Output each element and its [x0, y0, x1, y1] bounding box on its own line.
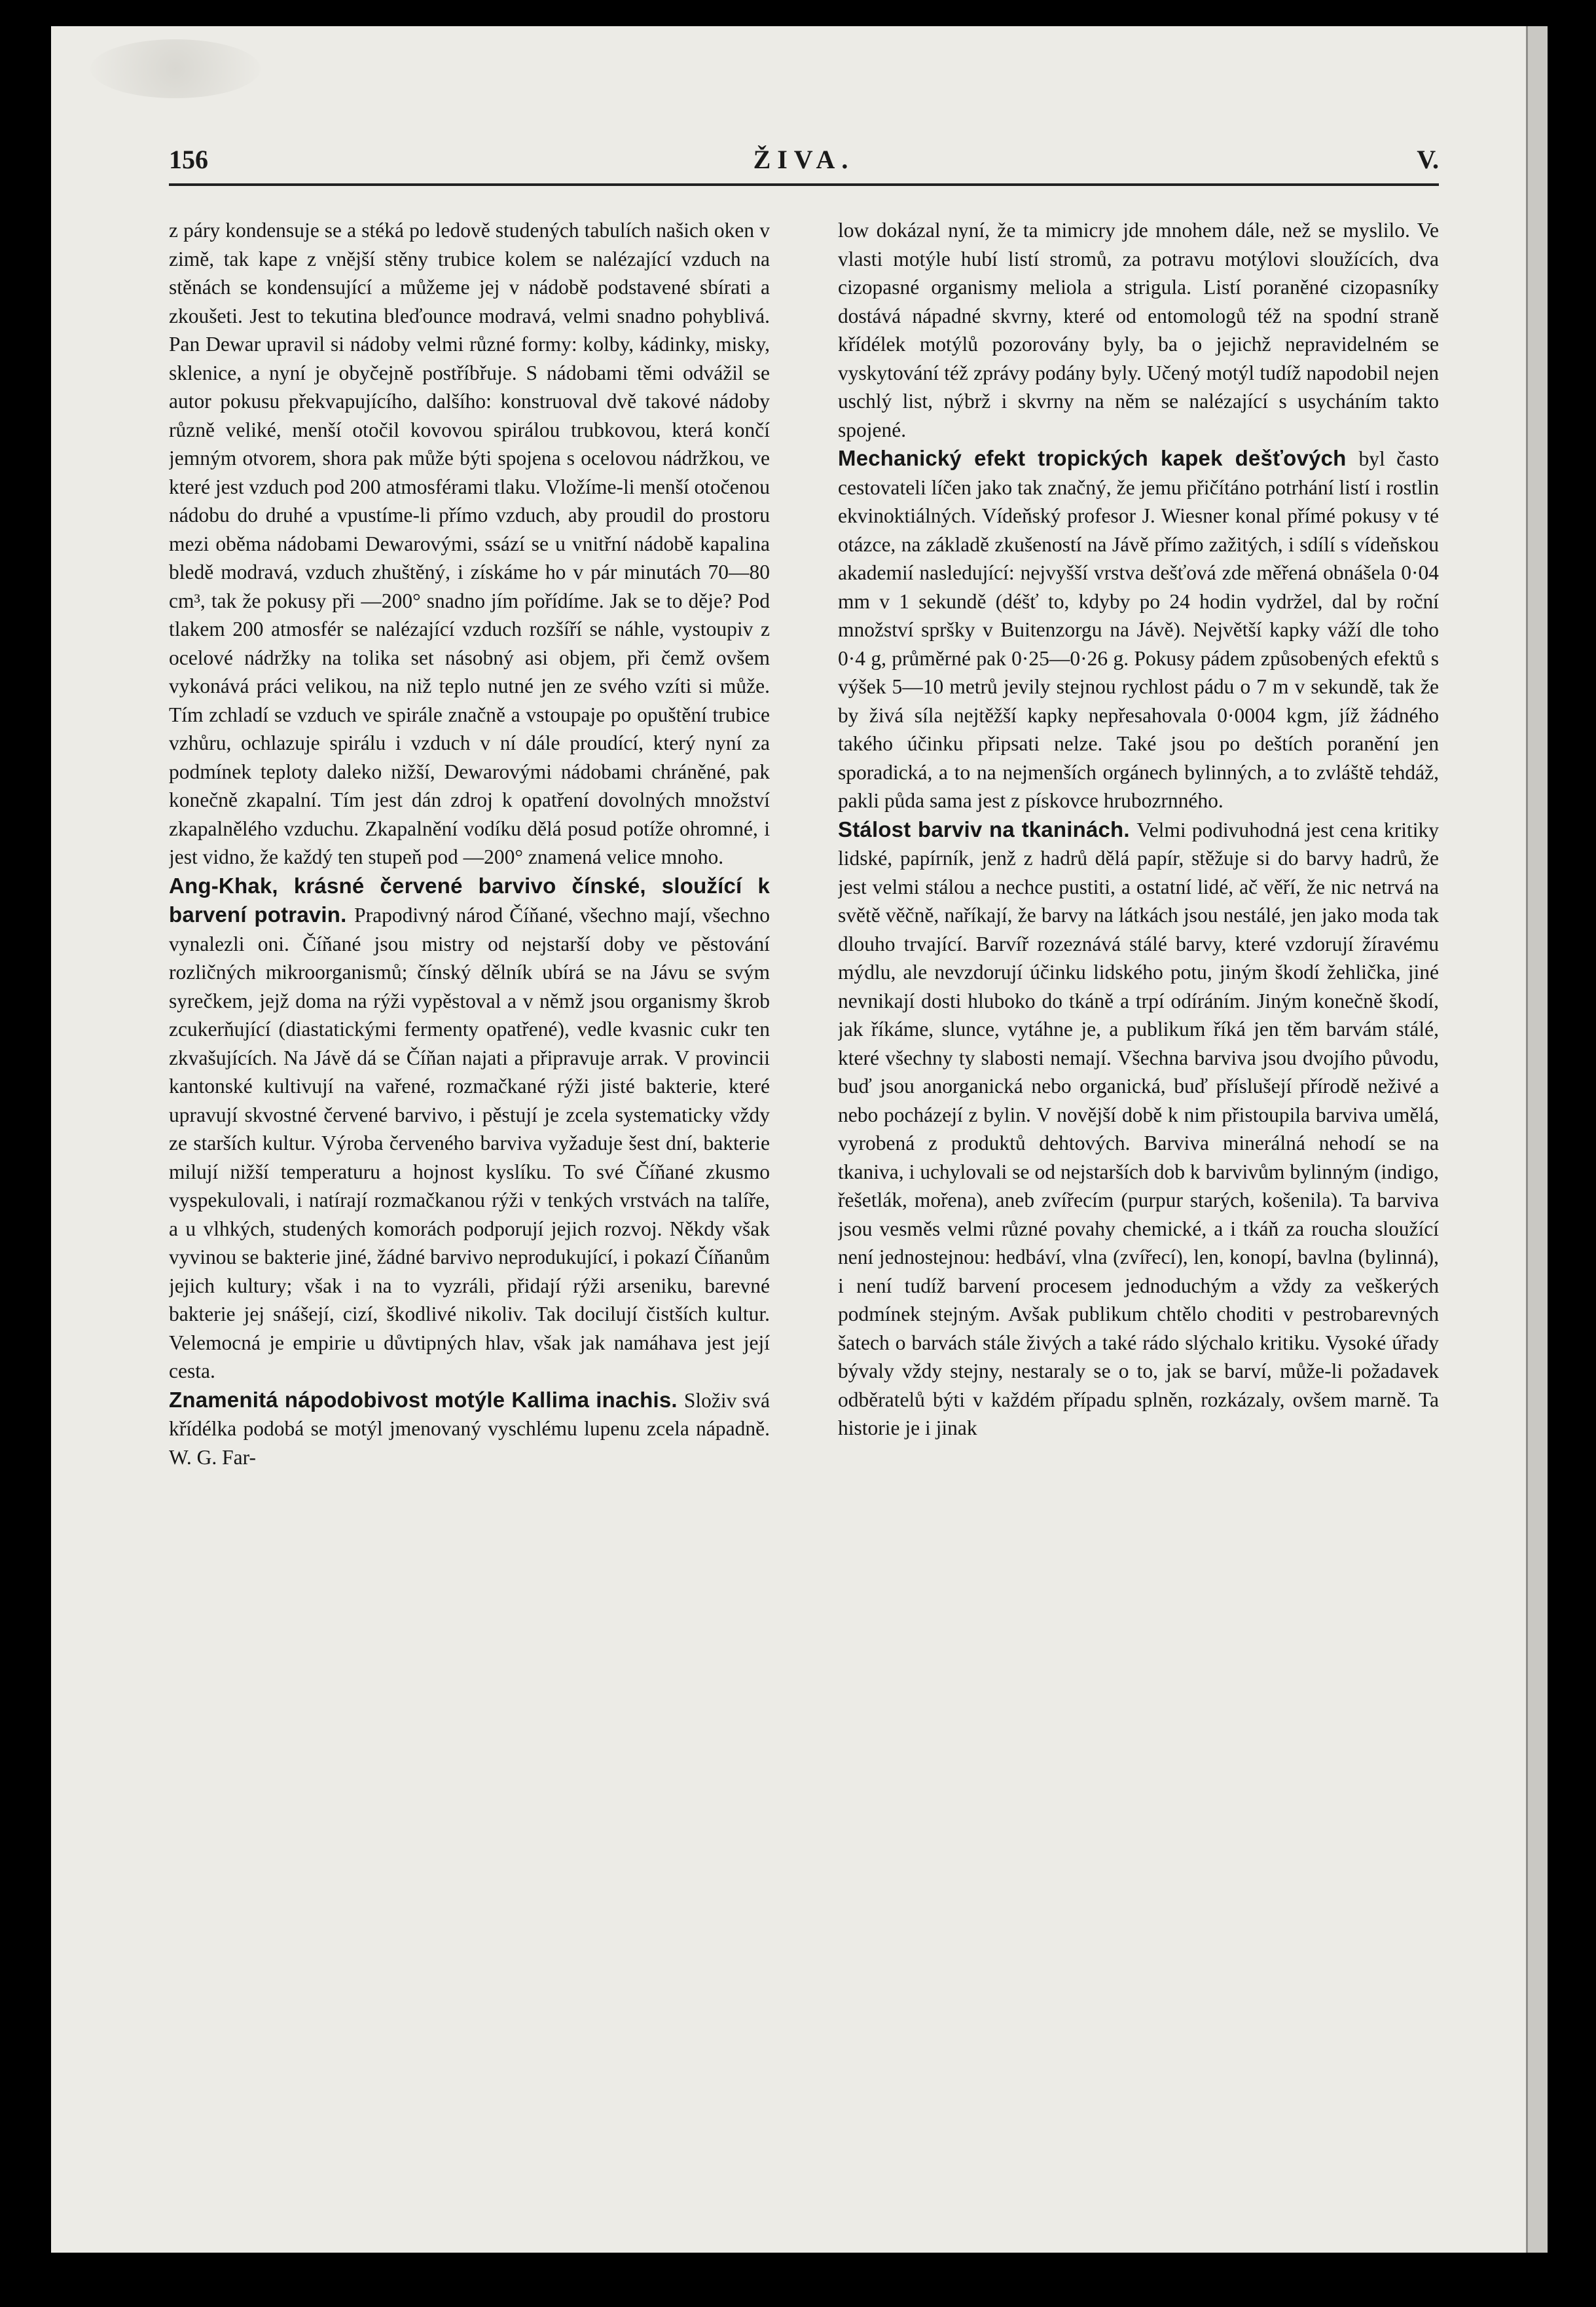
page-stain: [90, 39, 261, 98]
article-rain-drops: [838, 444, 1439, 815]
article-heading: Mechanický efekt tropických kapek dešťových: [838, 446, 1359, 470]
article-body: Prapodivný národ Číňané, všechno mají, všechno vynalezli oni. Číňané jsou mistry od nejstarší doby ve pěstování rozličných mikroorganismů; čínský dělník ubírá se na Jávu se svým syrečkem, jejž doma na rýži vypěstoval a v němž jsou organismy škrob zcukerňující (diastatickými fermenty opatřené), vedle kvasnic cukr ten zkvašujících. Na Jávě dá se Číňan najati a připravuje arrak. V provincii kantonské kultivují na vařené, rozmačkané rýži jisté bakterie, které upravují skvostné červené barvivo, i pěstují je zcela systematicky vždy ze starších kultur. Výroba červeného barviva vyžaduje šest dní, bakterie milují nižší temperaturu a hojnost kyslíku. To své Číňané zkusmo vyspekulovali, i natírají rozmačkanou rýži v tenkých vrstvách na talíře, a u vlhkých, studených komorách podporují jejich rozvoj. Někdy však vyvinou se bakterie jiné, žádné barvivo neprodukující, i pokazí Číňanům jejich kultury; však i na to vyzráli, přidají rýži arseniku, barevné bakterie jej snášejí, cizí, škodlivé nikoliv. Tak docilují čistších kultur. Velemocná je empirie u důvtipných hlav, však jak namáhava jest její cesta.: [169, 904, 770, 1382]
binding-edge: [1526, 26, 1548, 2253]
left-column: [169, 216, 770, 2194]
article-heading: Znamenitá nápodobivost motýle Kallima inachis.: [169, 1387, 684, 1412]
running-header: [169, 131, 1439, 186]
article-heading: Ang-Khak, krásné červené barvivo čínské, sloužící k barvení potravin.: [169, 873, 770, 927]
continued-paragraph: low dokázal nyní, že ta mimicry jde mnohem dále, než se myslilo. Ve vlasti motýle hubí listí stromů, za potravu motýlovi sloužících, dva cizopasné organismy meliola a strigula. Listí poraněné cizopasníky dostává nápadné skvrny, které od entomologů též na spodní straně křídélek motýlů pozorovány byly, ba o jejichž nepravidelném se vyskytování též zprávy podány byly. Učený motýl tudíž napodobil nejen uschlý list, nýbrž i skvrny na něm se nalézající s usycháním takto spojené.: [838, 219, 1439, 441]
article-dye-fastness: [838, 815, 1439, 1443]
article-kallima: [169, 1386, 770, 1472]
continued-paragraph: z páry kondensuje se a stéká po ledově studených tabulích našich oken v zimě, tak kape z vnější stěny trubice kolem se nalézající vzduch na stěnách se kondensující a můžeme jej v nádobě podstavené sbírati a zkoušeti. Jest to tekutina bleďounce modravá, velmi snadno pohyblivá. Pan Dewar upravil si nádoby velmi různé formy: kolby, kádinky, misky, sklenice, a nyní je obyčejně postříbřuje. S nádobami těmi odvážil se autor pokusu překvapujícího, dalšího: konstruoval dvě takové nádoby různě veliké, menší otočil kovovou spirálou trubkovou, která končí jemným otvorem, shora pak může býti spojena s ocelovou nádržkou, ve které jest vzduch pod 200 atmosférami tlaku. Vložíme-li menší otočenou nádobu do druhé a vpustíme-li přímo vzduch, aby proudil do prostoru mezi oběma nádobami Dewarovými, ssází se u vnitřní nádobě kapalina bledě modravá, vzduch zhuštěný, i získáme ho v pár minutách 70—80 cm³, tak že pokusy při —200° snadno jím pořídíme. Jak se to děje? Pod tlakem 200 atmosfér se nalézající vzduch rozšíří se náhle, vystoupiv z ocelové nádržky na tolika set násobný asi objem, při čemž ovšem vykonává práci velikou, na niž teplo nutné jen ze svého vzíti si může. Tím zchladí se vzduch ve spirále značně a vstoupaje po opuštění trubice vzhůru, ochlazuje spirálu i vzduch v ní dále proudící, který nyní za podmínek teploty daleko nižší, Dewarovými nádobami chráněné, pak konečně zkapalní. Tím jest dán zdroj k opatření dovolných množství zkapalnělého vzduchu. Zkapalnění vodíku dělá posud potíže ohromné, i jest vidno, že každý ten stupeň pod —200° znamená velice mnoho.: [169, 219, 770, 868]
article-body: Složiv svá křídélka podobá se motýl jmenovaný vyschlému lupenu zcela nápadně. W. G. Far-: [169, 1388, 770, 1469]
journal-title: ŽIVA.: [753, 145, 855, 174]
page-number: 156: [169, 145, 208, 174]
article-body: byl často cestovateli líčen jako tak značný, že jemu přičítáno potrhání listí i rostlin ekvinoktiálných. Vídeňský profesor J. Wiesner konal přímé pokusy v té otázce, na základě zkušeností na Jávě přímo zažitých, i sdílí s vídeňskou akademií nasledující: nejvyšší vrstva dešťová zde měřená obnášela 0·04 mm v 1 sekundě (déšť to, kdyby po 24 hodin vydržel, dal by roční množství spršky v Buitenzorgu na Jávě). Největší kapky váží dle toho 0·4 g, průměrné pak 0·25—0·26 g. Pokusy pádem způsobených efektů s výšek 5—10 metrů jevily stejnou rychlost pádu o 7 m v sekundě, tak že by živá síla nejtěžší kapky nepřesahovala 0·0004 kgm, jíž žádného takého účinku připsati nelze. Také jsou po deštích poranění jen sporadická, a to na nejmenších orgánech bylinných, a to zvláště tehdáž, pakli půda sama jest z pískovce hrubozrnného.: [838, 447, 1439, 812]
article-body: Velmi podivuhodná jest cena kritiky lidské, papírník, jenž z hadrů dělá papír, stěžuje si do barvy hadrů, že jest velmi stálou a nechce pustiti, a ostatní lidé, ač věří, že nic netrvá na světě věčně, naříkají, že barvy na látkách jsou nestálé, jen jako moda tak dlouho trvající. Barvíř rozeznává stálé barvy, které vzdorují žíravému mýdlu, ale nevzdorují účinku lidského potu, jiným škodí žehlička, jiné nevnikají dosti hluboko do tkáně a trpí odíráním. Jiným konečně škodí, jak říkáme, slunce, vytáhne je, a publikum říká jen těm barvám stálé, které všechny ty slabosti nemají. Všechna barviva jsou dvojího původu, buď jsou anorganická nebo organická, buď příslušejí přírodě neživé a nebo pocházejí z bylin. V novější době k nim přistoupila barviva umělá, vyrobená z produktů dehtových. Barviva minerálná nehodí se na tkaniva, i uchylovali se od nejstarších dob k barvivům bylinným (indigo, řešetlák, mořena), aneb zvířecím (purpur starých, košenila). Ta barviva jsou vesměs velmi různé povahy chemické, a i tkáň za roucha sloužící není jednostejnou: hedbáví, vlna (zvířecí), len, konopí, bavlna (bylinná), i není tudíž barvení procesem jednoduchým a vždy za veškerých podmínek stejným. Avšak publikum chtělo choditi v pestrobarevných šatech o barvách stále živých a také rádo slýchalo kritiku. Vysoké úřady bývaly vždy stejny, nestaraly se o to, jak se barví, může-li požadavek odběratelů býti v každém případu splněn, rozkázaly, ovšem marně. Ta historie je i jinak: [838, 818, 1439, 1439]
right-column: [838, 216, 1439, 2194]
article-heading: Stálost barviv na tkaninách.: [838, 817, 1137, 841]
volume-number: V.: [1417, 145, 1439, 174]
article-ang-khak: [169, 872, 770, 1386]
text-columns: [169, 216, 1439, 2194]
